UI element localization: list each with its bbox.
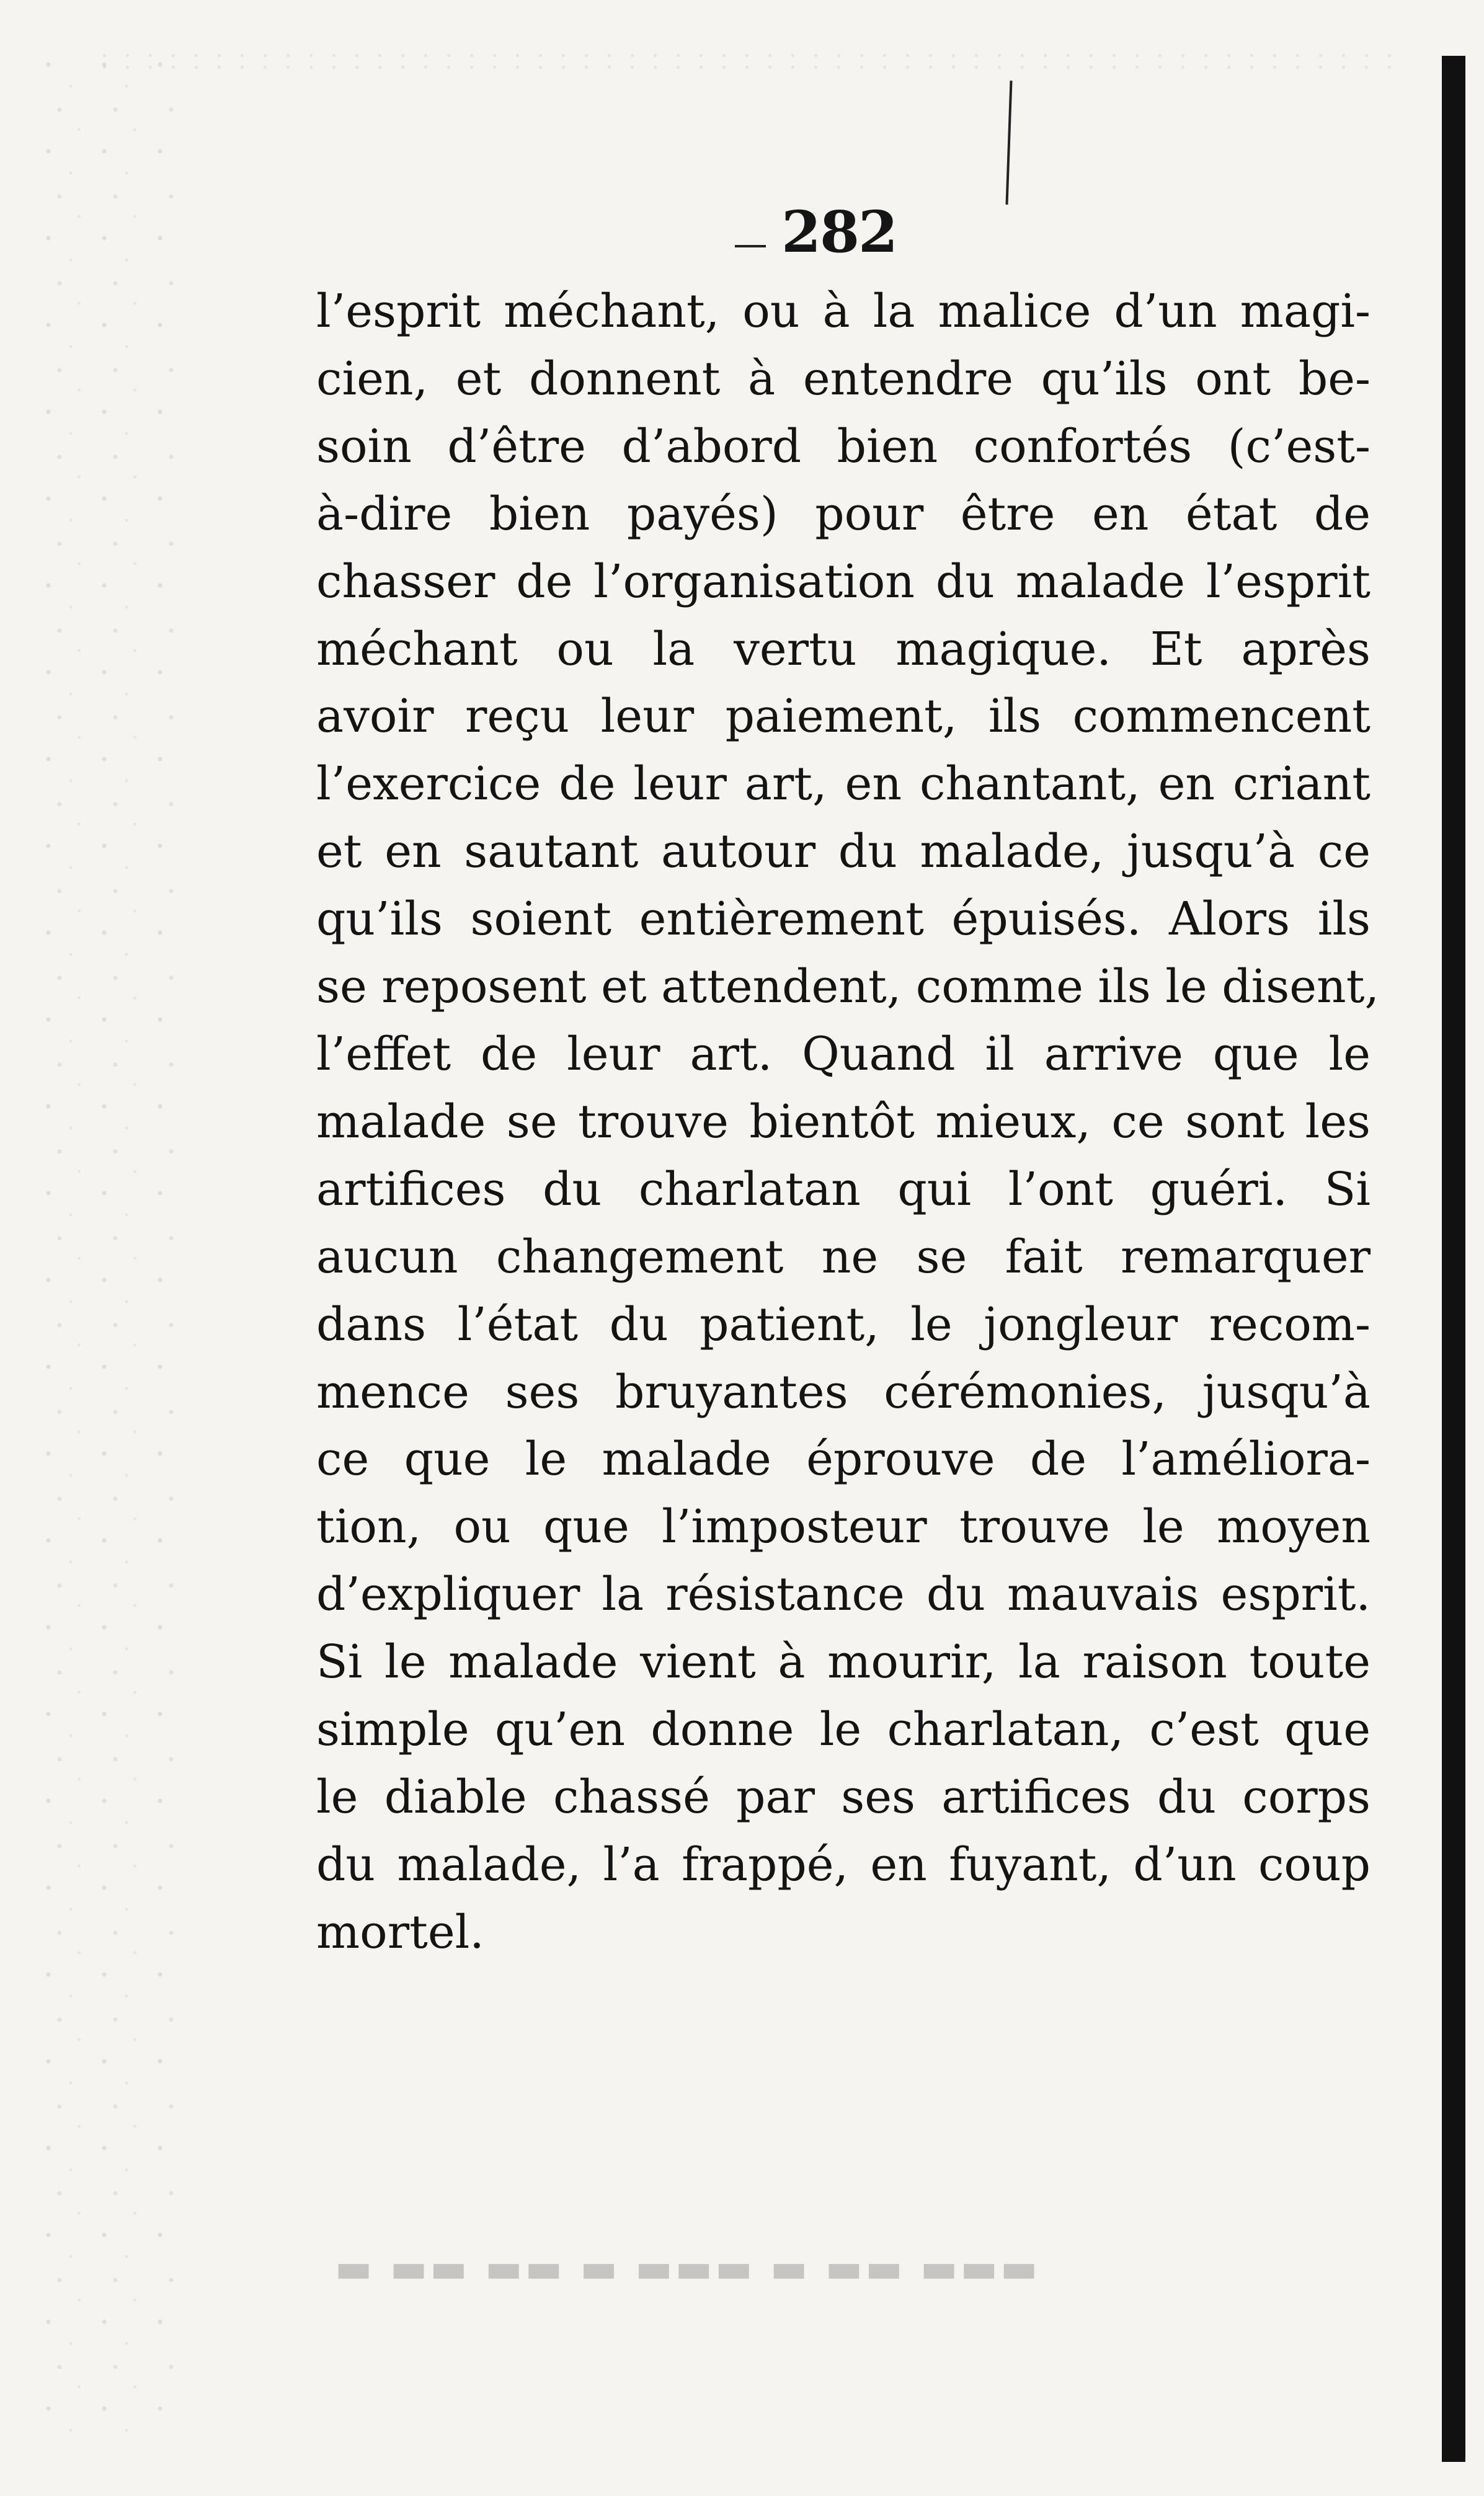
text-line: malade se trouve bientôt mieux, ce sont les (316, 1095, 1371, 1148)
body-text (316, 278, 1379, 1966)
text-line: qu’ils soient entièrement épuisés. Alors ils (316, 892, 1371, 946)
paper-noise (93, 50, 1395, 74)
text-line: d’expliquer la résistance du mauvais esprit. (316, 1568, 1371, 1622)
text-line: simple qu’en donne le charlatan, c’est que (316, 1703, 1371, 1757)
text-line: l’exercice de leur art, en chantant, en criant (316, 757, 1371, 811)
text-line: cien, et donnent à entendre qu’ils ont be- (316, 352, 1371, 406)
margin-mark (735, 245, 766, 247)
text-line: chasser de l’organisation du malade l’esprit (316, 554, 1371, 608)
text-line: méchant ou la vertu magique. Et après (316, 622, 1371, 676)
show-through-bleed: ▬ ▬▬ ▬▬ ▬ ▬▬▬ ▬ ▬▬ ▬▬▬ (335, 2251, 1041, 2297)
text-line: ce que le malade éprouve de l’améliora- (316, 1432, 1371, 1486)
text-line: se reposent et attendent, comme ils le disent, (316, 960, 1379, 1014)
page-number: 282 (781, 198, 897, 265)
text-line: l’esprit méchant, ou à la malice d’un magi- (316, 285, 1371, 338)
text-line: soin d’être d’abord bien confortés (c’est- (316, 419, 1371, 473)
text-line: tion, ou que l’imposteur trouve le moyen (316, 1500, 1371, 1554)
text-line: et en sautant autour du malade, jusqu’à ce (316, 825, 1371, 879)
paper-speckle (37, 56, 174, 2443)
text-line: le diable chassé par ses artifices du corps (316, 1770, 1371, 1824)
text-line: artifices du charlatan qui l’ont guéri. Si (316, 1162, 1371, 1216)
text-line: l’effet de leur art. Quand il arrive que le (316, 1027, 1371, 1081)
text-line: mortel. (316, 1905, 484, 1959)
text-line: aucun changement ne se fait remarquer (316, 1230, 1371, 1284)
text-line: dans l’état du patient, le jongleur recom- (316, 1297, 1371, 1351)
margin-mark (1006, 81, 1013, 205)
text-line: Si le malade vient à mourir, la raison toute (316, 1635, 1371, 1689)
text-line: à-dire bien payés) pour être en état de (316, 487, 1371, 541)
text-line: avoir reçu leur paiement, ils commencent (316, 690, 1371, 744)
text-line: du malade, l’a frappé, en fuyant, d’un coup (316, 1837, 1371, 1891)
binding-shadow (1442, 56, 1465, 2462)
text-line: mence ses bruyantes cérémonies, jusqu’à (316, 1365, 1371, 1419)
